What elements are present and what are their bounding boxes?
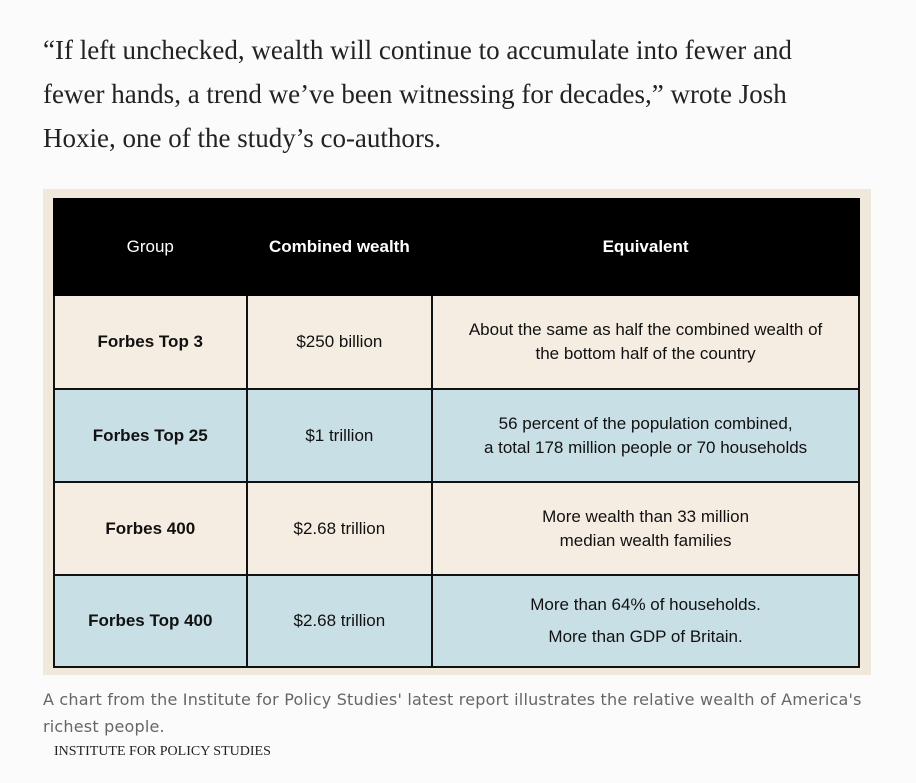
equivalent-cell xyxy=(432,389,859,482)
table-row xyxy=(54,575,859,667)
equivalent-line: 56 percent of the population combined, xyxy=(498,413,793,433)
equivalent-line: About the same as half the combined wealth of xyxy=(468,320,823,339)
equivalent-cell xyxy=(432,575,859,667)
wealth-cell: $250 billion xyxy=(247,295,433,389)
group-cell: Forbes 400 xyxy=(54,482,247,575)
equivalent-line: More than 64% of households. xyxy=(530,595,761,614)
image-credit: INSTITUTE FOR POLICY STUDIES xyxy=(54,744,271,759)
column-header-group: Group xyxy=(54,199,247,295)
figure-image xyxy=(43,189,871,675)
table-row xyxy=(54,389,859,482)
quote-line: Hoxie, one of the study’s co-authors. xyxy=(43,123,442,153)
group-cell: Forbes Top 400 xyxy=(54,575,247,667)
table-row xyxy=(54,295,859,389)
table-header-row xyxy=(54,199,859,295)
equivalent-line: the bottom half of the country xyxy=(535,344,756,363)
equivalent-line: More than GDP of Britain. xyxy=(548,627,743,646)
equivalent-line: median wealth families xyxy=(559,530,732,550)
quote-line: “If left unchecked, wealth will continue to accumulate into fewer and xyxy=(43,35,792,65)
equivalent-line: More wealth than 33 million xyxy=(542,506,750,526)
wealth-table xyxy=(53,198,860,668)
wealth-cell: $1 trillion xyxy=(247,389,433,482)
article-quote xyxy=(43,28,893,160)
figure-caption: A chart from the Institute for Policy Studies' latest report illustrates the relative wealth of America's richest people. xyxy=(43,690,862,736)
equivalent-cell xyxy=(432,482,859,575)
wealth-cell: $2.68 trillion xyxy=(247,482,433,575)
wealth-cell: $2.68 trillion xyxy=(247,575,433,667)
quote-line: fewer hands, a trend we’ve been witnessing for decades,” wrote Josh xyxy=(43,79,787,109)
equivalent-line: a total 178 million people or 70 households xyxy=(483,437,808,457)
group-cell: Forbes Top 3 xyxy=(54,295,247,389)
column-header-combined-wealth: Combined wealth xyxy=(247,199,433,295)
equivalent-cell xyxy=(432,295,859,389)
column-header-equivalent: Equivalent xyxy=(432,199,859,295)
table-row xyxy=(54,482,859,575)
group-cell: Forbes Top 25 xyxy=(54,389,247,482)
